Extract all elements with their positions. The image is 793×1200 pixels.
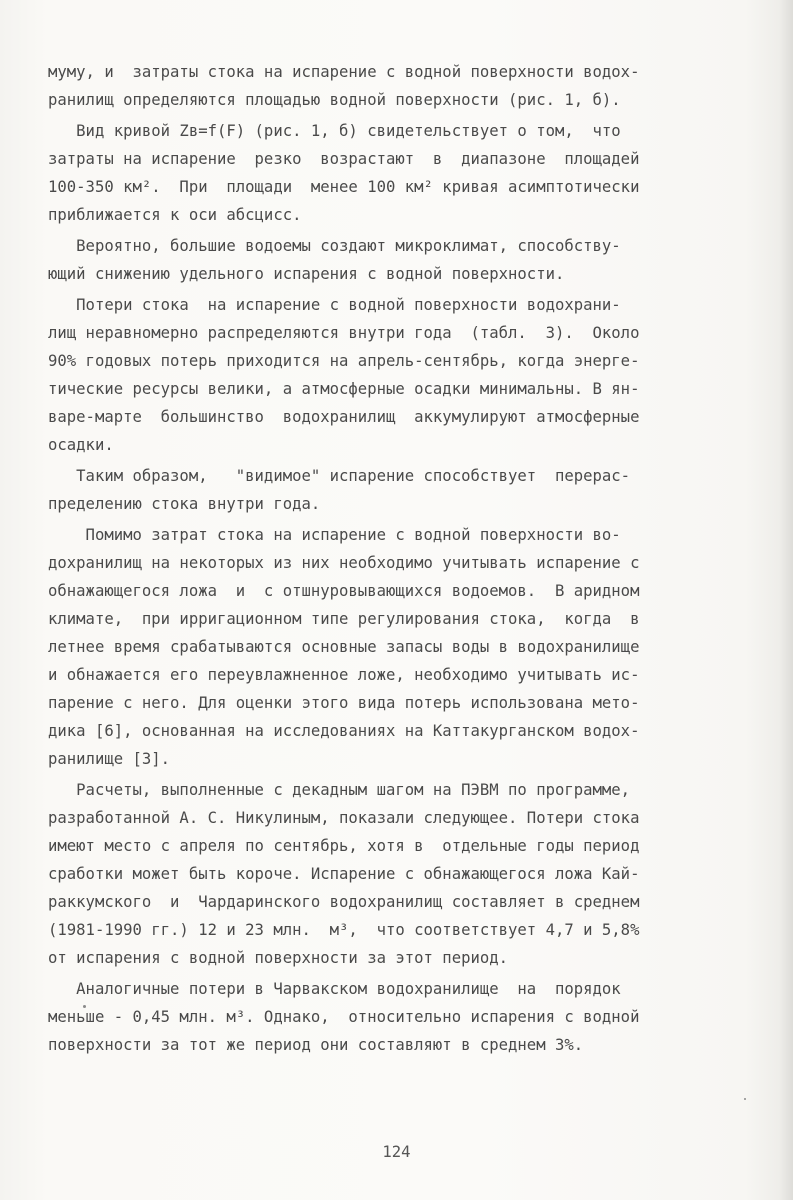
text-line: осадки. bbox=[48, 436, 114, 454]
body-text bbox=[48, 58, 770, 1059]
page-edge-shadow bbox=[779, 0, 793, 1200]
text-line: раккумского и Чардаринского водохранилищ составляет в среднем bbox=[48, 893, 640, 911]
text-line: ранилищ определяются площадью водной поверхности (рис. 1, б). bbox=[48, 91, 621, 109]
text-line: парение с него. Для оценки этого вида потерь использована мето- bbox=[48, 694, 640, 712]
text-line: Вид кривой Zв=f(F) (рис. 1, б) свидетельствует о том, что bbox=[48, 122, 621, 140]
text-line: и обнажается его переувлажненное ложе, необходимо учитывать ис- bbox=[48, 666, 640, 684]
text-line: дика [6], основанная на исследованиях на Каттакурганском водох- bbox=[48, 722, 640, 740]
text-line: варе-марте большинство водохранилищ аккумулируют атмосферные bbox=[48, 408, 640, 426]
text-line: меньше - 0,45 млн. м³. Однако, относительно испарения с водной bbox=[48, 1008, 640, 1026]
text-line: поверхности за тот же период они составляют в среднем 3%. bbox=[48, 1036, 584, 1054]
text-line: затраты на испарение резко возрастают в диапазоне площадей bbox=[48, 150, 640, 168]
text-line: тические ресурсы велики, а атмосферные осадки минимальны. В ян- bbox=[48, 380, 640, 398]
text-line: климате, при ирригационном типе регулирования стока, когда в bbox=[48, 610, 640, 628]
text-line: дохранилищ на некоторых из них необходимо учитывать испарение с bbox=[48, 554, 640, 572]
text-line: ющий снижению удельного испарения с водной поверхности. bbox=[48, 265, 565, 283]
text-line: Потери стока на испарение с водной поверхности водохрани- bbox=[48, 296, 621, 314]
text-line: Аналогичные потери в Чарвакском водохранилище на порядок bbox=[48, 980, 621, 998]
text-line: Таким образом, "видимое" испарение способствует перерас- bbox=[48, 467, 631, 485]
text-line: пределению стока внутри года. bbox=[48, 495, 321, 513]
text-line: от испарения с водной поверхности за этот период. bbox=[48, 949, 509, 967]
text-line: ранилище [3]. bbox=[48, 750, 171, 768]
scan-speck bbox=[744, 1098, 746, 1100]
text-line: (1981-1990 гг.) 12 и 23 млн. м³, что соответствует 4,7 и 5,8% bbox=[48, 921, 640, 939]
scan-speck bbox=[83, 1005, 86, 1008]
text-line: разработанной А. С. Никулиным, показали следующее. Потери стока bbox=[48, 809, 640, 827]
text-line: сработки может быть короче. Испарение с обнажающегося ложа Кай- bbox=[48, 865, 640, 883]
text-line: имеют место с апреля по сентябрь, хотя в отдельные годы период bbox=[48, 837, 640, 855]
text-line: лищ неравномерно распределяются внутри года (табл. 3). Около bbox=[48, 324, 640, 342]
text-line: муму, и затраты стока на испарение с водной поверхности водох- bbox=[48, 63, 640, 81]
text-line: летнее время срабатываются основные запасы воды в водохранилище bbox=[48, 638, 640, 656]
text-line: Расчеты, выполненные с декадным шагом на ПЭВМ по программе, bbox=[48, 781, 631, 799]
text-line: Помимо затрат стока на испарение с водной поверхности во- bbox=[48, 526, 621, 544]
text-line: 90% годовых потерь приходится на апрель-сентябрь, когда энерге- bbox=[48, 352, 640, 370]
text-line: приближается к оси абсцисс. bbox=[48, 206, 302, 224]
text-line: обнажающегося ложа и с отшнуровывающихся водоемов. В аридном bbox=[48, 582, 640, 600]
text-line: 100-350 км². При площади менее 100 км² кривая асимптотически bbox=[48, 178, 640, 196]
text-line: Вероятно, большие водоемы создают микроклимат, способству- bbox=[48, 237, 621, 255]
page-number: 124 bbox=[382, 1143, 411, 1161]
